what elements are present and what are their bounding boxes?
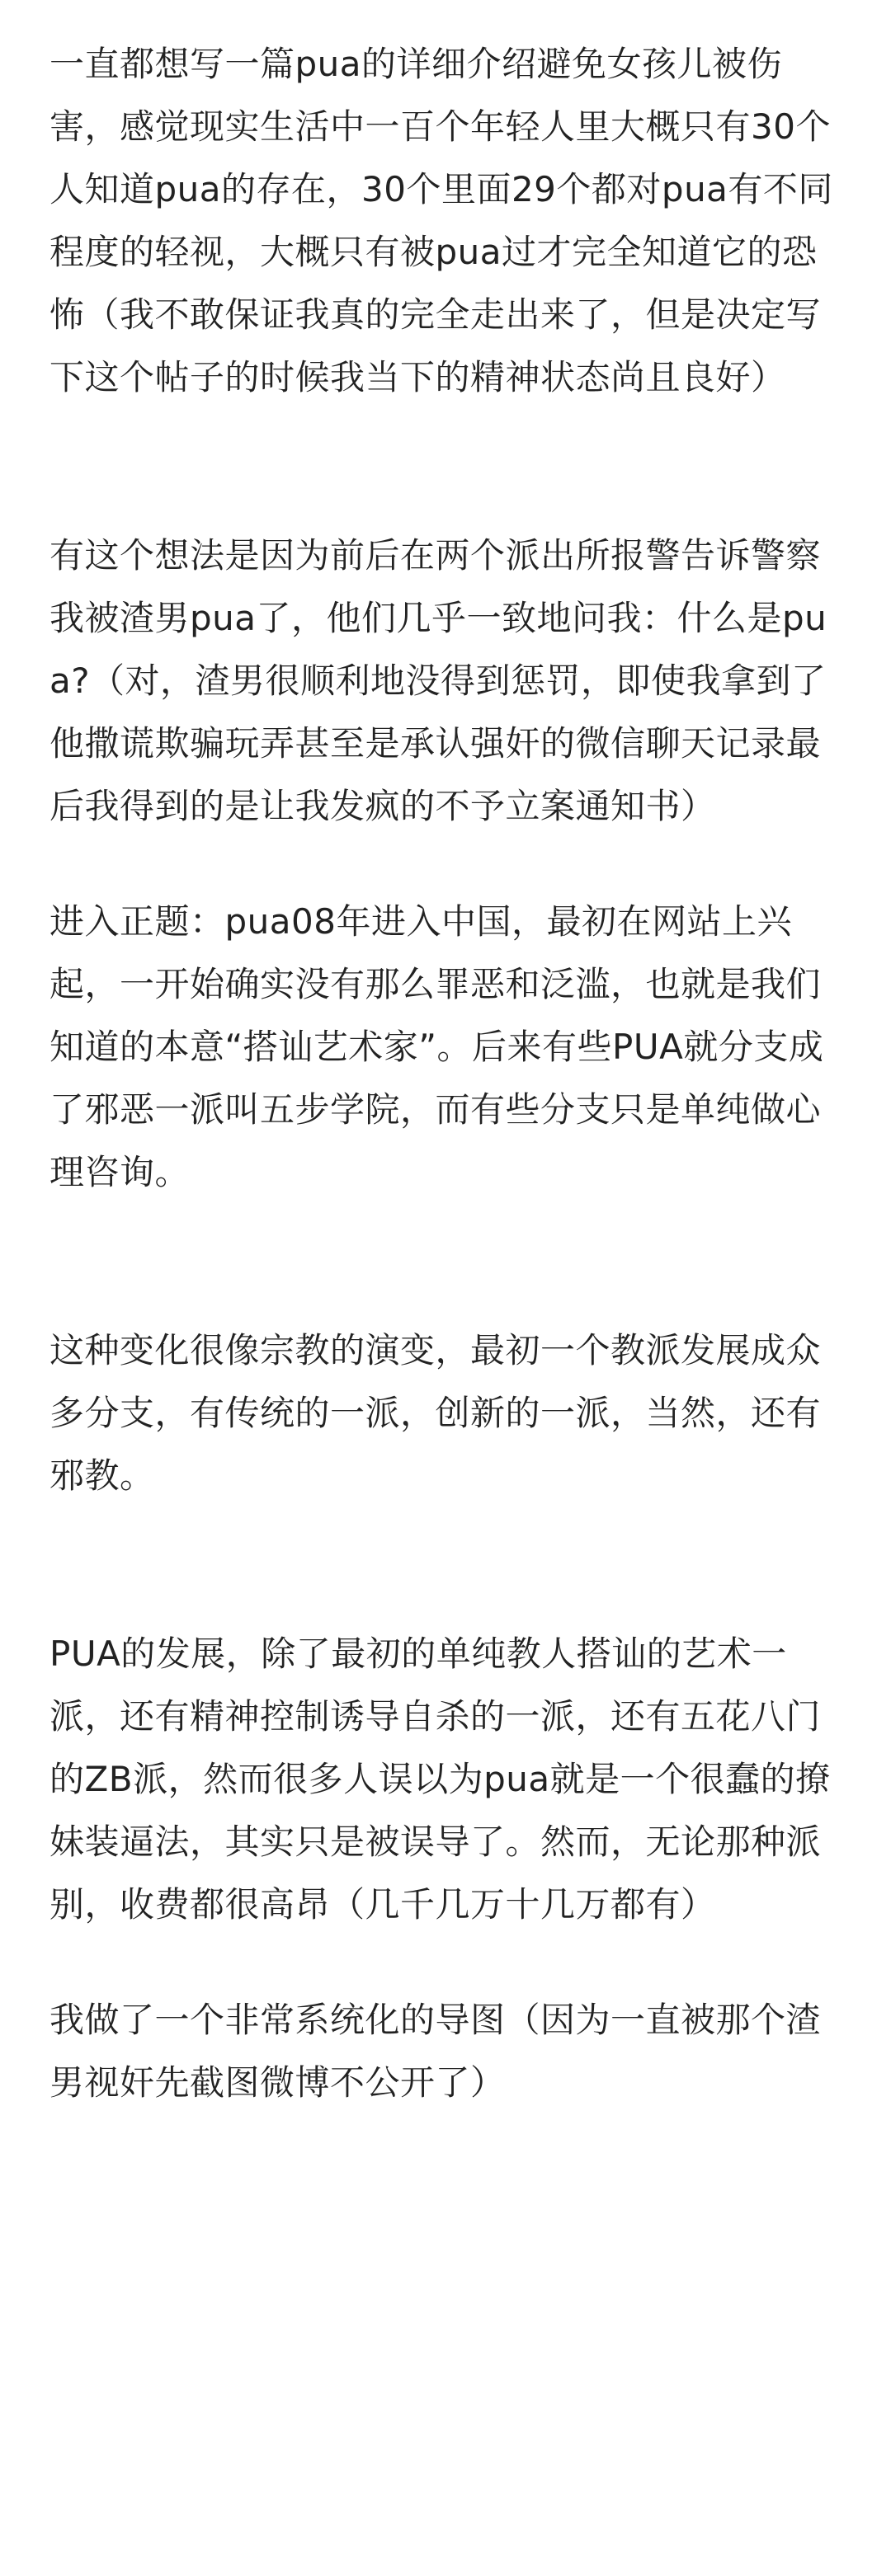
paragraph-spacer <box>50 1936 850 1989</box>
paragraph-spacer <box>50 1204 850 1319</box>
paragraph-mind-map: 我做了一个非常系统化的导图（因为一直被那个渣男视奸先截图微博不公开了） <box>50 2000 822 2103</box>
paragraph-religion-analogy: 这种变化很像宗教的演变，最初一个教派发展成众多分支，有传统的一派，创新的一派，当然，还有邪教。 <box>50 1330 822 1496</box>
paragraph-intro: 一直都想写一篇pua的详细介绍避免女孩儿被伤害，感觉现实生活中一百个年轻人里大概只有30个人知道pua的存在，30个里面29个都对pua有不同程度的轻视，大概只有被pua过才完全知道它的恐怖（我不敢保证我真的完全走出来了，但是决定写下这个帖子的时候我当下的精神状态尚且良好） <box>50 44 833 397</box>
paragraph-pua-branches: PUA的发展，除了最初的单纯教人搭讪的艺术一派，还有精神控制诱导自杀的一派，还有五花八门的ZB派，然而很多人误以为pua就是一个很蠢的撩妹装逼法，其实只是被误导了。然而，无论那种派别，收费都很高昂（几千几万十几万都有） <box>50 1634 831 1925</box>
paragraph-police-report: 有这个想法是因为前后在两个派出所报警告诉警察我被渣男pua了，他们几乎一致地问我：什么是pua?（对，渣男很顺利地没得到惩罚，即使我拿到了他撒谎欺骗玩弄甚至是承认强奸的微信聊天记录最后我得到的是让我发疯的不予立案通知书） <box>50 535 827 826</box>
paragraph-pua-history: 进入正题：pua08年进入中国，最初在网站上兴起，一开始确实没有那么罪恶和泛滥，也就是我们知道的本意“搭讪艺术家”。后来有些PUA就分支成了邪恶一派叫五步学院，而有些分支只是单纯做心理咨询。 <box>50 901 824 1192</box>
paragraph-spacer <box>50 1507 850 1623</box>
paragraph-spacer <box>50 838 850 891</box>
paragraph-spacer <box>50 409 850 524</box>
